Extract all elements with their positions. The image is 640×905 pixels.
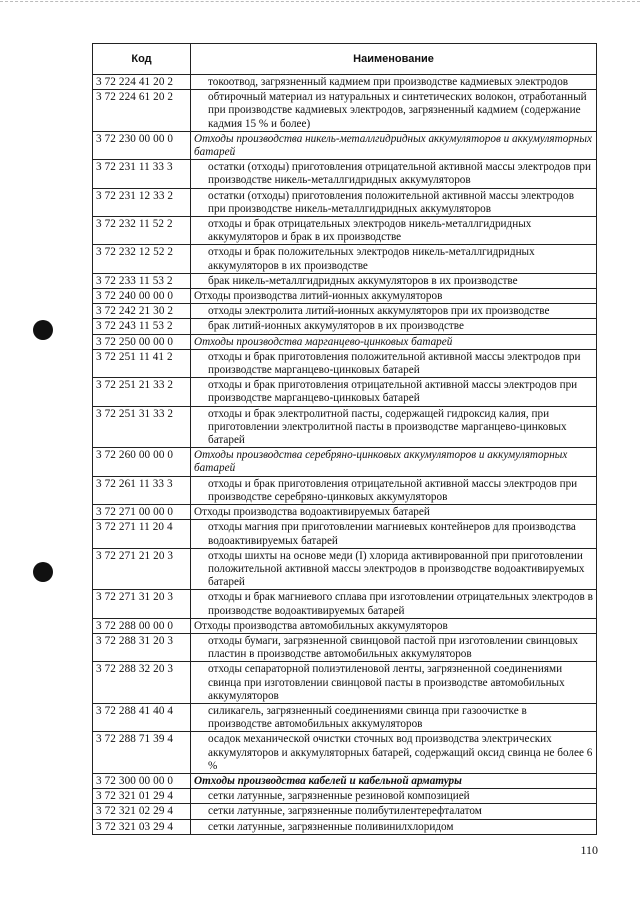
waste-code: 3 72 231 11 33 3 xyxy=(93,160,191,188)
table-row xyxy=(93,349,597,377)
waste-group-name: Отходы производства кабелей и кабельной арматуры xyxy=(191,773,597,788)
waste-code: 3 72 321 01 29 4 xyxy=(93,789,191,804)
waste-name: отходы сепараторной полиэтиленовой ленты, загрязненной соединениями свинца при изготовлении свинцовой пасты в производстве автомобильных аккумуляторов xyxy=(191,662,597,704)
column-header-code: Код xyxy=(93,44,191,75)
table-row xyxy=(93,520,597,548)
table-row xyxy=(93,773,597,788)
table-row xyxy=(93,505,597,520)
waste-group-name: Отходы производства водоактивируемых батарей xyxy=(191,505,597,520)
table-row xyxy=(93,804,597,819)
waste-code: 3 72 231 12 33 2 xyxy=(93,188,191,216)
waste-code: 3 72 271 31 20 3 xyxy=(93,590,191,618)
page-number: 110 xyxy=(580,843,598,857)
waste-group-name: Отходы производства литий-ионных аккумуляторов xyxy=(191,289,597,304)
waste-name: отходы и брак приготовления положительной активной массы электродов при производстве марганцево-цинковых батарей xyxy=(191,349,597,377)
table-row xyxy=(93,273,597,288)
waste-name: отходы бумаги, загрязненной свинцовой пастой при изготовлении свинцовых пластин в производстве автомобильных аккумуляторов xyxy=(191,633,597,661)
waste-code: 3 72 251 21 33 2 xyxy=(93,378,191,406)
waste-code: 3 72 230 00 00 0 xyxy=(93,131,191,159)
waste-name: брак литий-ионных аккумуляторов в их производстве xyxy=(191,319,597,334)
punch-hole xyxy=(33,562,53,582)
waste-code: 3 72 271 11 20 4 xyxy=(93,520,191,548)
waste-code: 3 72 271 00 00 0 xyxy=(93,505,191,520)
waste-group-name: Отходы производства никель-металлгидридных аккумуляторов и аккумуляторных батарей xyxy=(191,131,597,159)
waste-name: брак никель-металлгидридных аккумуляторов в их производстве xyxy=(191,273,597,288)
waste-code: 3 72 288 41 40 4 xyxy=(93,703,191,731)
waste-name: сетки латунные, загрязненные резиновой композицией xyxy=(191,789,597,804)
waste-name: обтирочный материал из натуральных и синтетических волокон, отработанный при производстве кадмиевых электродов, загрязненный кадмием (содержание кадмия 15 % и более) xyxy=(191,90,597,132)
waste-code: 3 72 300 00 00 0 xyxy=(93,773,191,788)
waste-name: остатки (отходы) приготовления отрицательной активной массы электродов при производстве никель-металлгидридных аккумуляторов xyxy=(191,160,597,188)
table-row xyxy=(93,304,597,319)
punch-hole xyxy=(33,320,53,340)
table-row xyxy=(93,662,597,704)
waste-code: 3 72 288 32 20 3 xyxy=(93,662,191,704)
table-row xyxy=(93,334,597,349)
table-row xyxy=(93,245,597,273)
waste-classification-table xyxy=(92,43,597,835)
table-header-row xyxy=(93,44,597,75)
table-row xyxy=(93,448,597,476)
waste-name: отходы и брак электролитной пасты, содержащей гидроксид калия, при приготовлении электролитной пасты в производстве марганцево-цинковых батарей xyxy=(191,406,597,448)
waste-name: отходы и брак магниевого сплава при изготовлении отрицательных электродов в производстве водоактивируемых батарей xyxy=(191,590,597,618)
waste-code: 3 72 224 61 20 2 xyxy=(93,90,191,132)
waste-code: 3 72 233 11 53 2 xyxy=(93,273,191,288)
table-row xyxy=(93,406,597,448)
table-row xyxy=(93,75,597,90)
waste-name: остатки (отходы) приготовления положительной активной массы электродов при производстве никель-металлгидридных аккумуляторов xyxy=(191,188,597,216)
table-row xyxy=(93,633,597,661)
waste-name: токоотвод, загрязненный кадмием при производстве кадмиевых электродов xyxy=(191,75,597,90)
waste-name: отходы шихты на основе меди (I) хлорида активированной при приготовлении положительной активной массы электродов в производстве водоактивируемых батарей xyxy=(191,548,597,590)
table-body xyxy=(93,75,597,835)
waste-group-name: Отходы производства автомобильных аккумуляторов xyxy=(191,618,597,633)
scan-edge-line xyxy=(0,1,640,2)
table-row xyxy=(93,319,597,334)
waste-code: 3 72 224 41 20 2 xyxy=(93,75,191,90)
waste-code: 3 72 251 11 41 2 xyxy=(93,349,191,377)
waste-code: 3 72 261 11 33 3 xyxy=(93,476,191,504)
waste-code: 3 72 242 21 30 2 xyxy=(93,304,191,319)
waste-name: отходы и брак положительных электродов никель-металлгидридных аккумуляторов в их производстве xyxy=(191,245,597,273)
waste-code: 3 72 321 03 29 4 xyxy=(93,819,191,834)
column-header-name: Наименование xyxy=(191,44,597,75)
waste-name: отходы и брак приготовления отрицательной активной массы электродов при производстве серебряно-цинковых аккумуляторов xyxy=(191,476,597,504)
waste-code: 3 72 250 00 00 0 xyxy=(93,334,191,349)
table-row xyxy=(93,789,597,804)
waste-code: 3 72 232 12 52 2 xyxy=(93,245,191,273)
waste-group-name: Отходы производства марганцево-цинковых батарей xyxy=(191,334,597,349)
table-row xyxy=(93,476,597,504)
table-row xyxy=(93,378,597,406)
table-row xyxy=(93,590,597,618)
waste-name: сетки латунные, загрязненные поливинилхлоридом xyxy=(191,819,597,834)
waste-name: отходы электролита литий-ионных аккумуляторов при их производстве xyxy=(191,304,597,319)
table-row xyxy=(93,289,597,304)
table-row xyxy=(93,819,597,834)
waste-code: 3 72 243 11 53 2 xyxy=(93,319,191,334)
waste-code: 3 72 288 00 00 0 xyxy=(93,618,191,633)
table-row xyxy=(93,618,597,633)
waste-code: 3 72 321 02 29 4 xyxy=(93,804,191,819)
table-row xyxy=(93,131,597,159)
waste-name: осадок механической очистки сточных вод производства электрических аккумуляторов и аккумуляторных батарей, содержащий оксид свинца не более 6 % xyxy=(191,732,597,774)
waste-code: 3 72 271 21 20 3 xyxy=(93,548,191,590)
waste-code: 3 72 240 00 00 0 xyxy=(93,289,191,304)
table-row xyxy=(93,90,597,132)
waste-name: отходы магния при приготовлении магниевых контейнеров для производства водоактивируемых батарей xyxy=(191,520,597,548)
table-row xyxy=(93,188,597,216)
waste-code: 3 72 232 11 52 2 xyxy=(93,217,191,245)
waste-name: сетки латунные, загрязненные полибутилентерефталатом xyxy=(191,804,597,819)
waste-group-name: Отходы производства серебряно-цинковых аккумуляторов и аккумуляторных батарей xyxy=(191,448,597,476)
table-row xyxy=(93,732,597,774)
waste-code: 3 72 288 31 20 3 xyxy=(93,633,191,661)
waste-name: силикагель, загрязненный соединениями свинца при газоочистке в производстве автомобильных аккумуляторов xyxy=(191,703,597,731)
waste-code: 3 72 251 31 33 2 xyxy=(93,406,191,448)
table-row xyxy=(93,703,597,731)
waste-code: 3 72 288 71 39 4 xyxy=(93,732,191,774)
table-row xyxy=(93,160,597,188)
table-row xyxy=(93,217,597,245)
waste-name: отходы и брак приготовления отрицательной активной массы электродов при производстве марганцево-цинковых батарей xyxy=(191,378,597,406)
waste-code: 3 72 260 00 00 0 xyxy=(93,448,191,476)
table-row xyxy=(93,548,597,590)
waste-name: отходы и брак отрицательных электродов никель-металлгидридных аккумуляторов и брак в их производстве xyxy=(191,217,597,245)
